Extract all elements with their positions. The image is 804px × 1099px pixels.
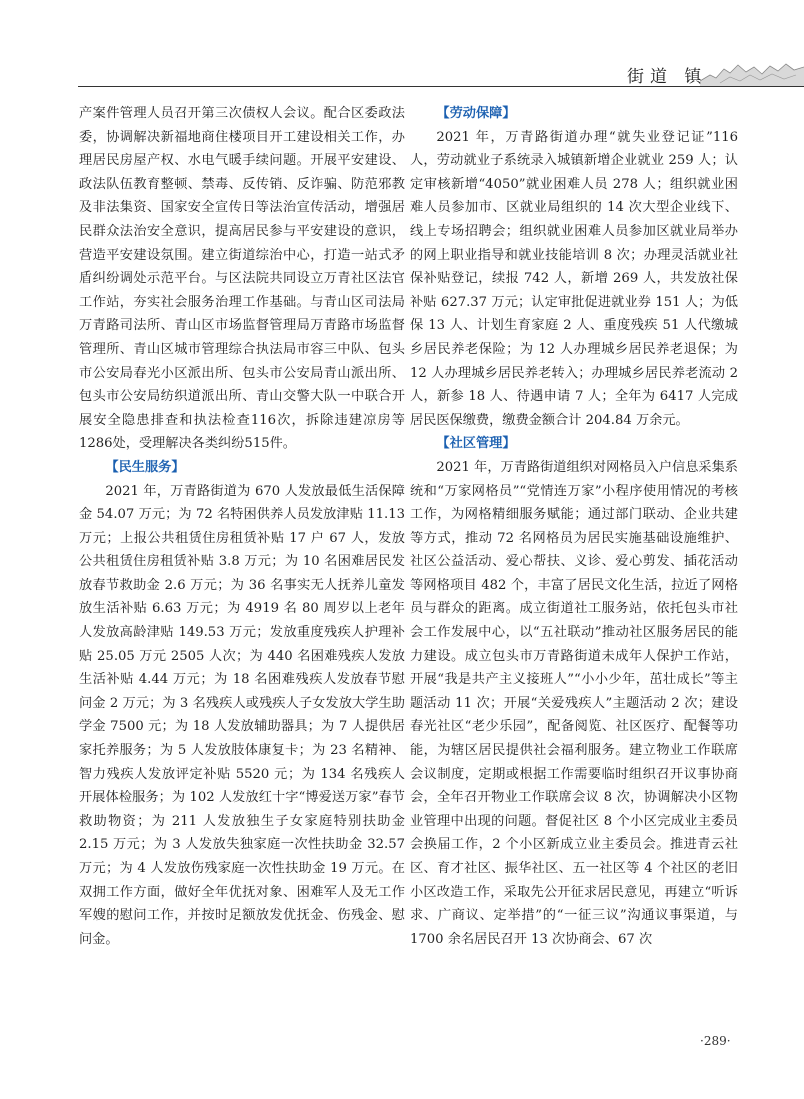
- section-heading-labor: 【劳动保障】: [436, 106, 516, 121]
- section-heading-community: 【社区管理】: [436, 436, 516, 452]
- right-column: [410, 102, 738, 951]
- community-paragraph: 2021 年，万青路街道组织对网格员入户信息采集系统和“万家网格员”“党情连万家”小程序使用情况的考核工作，为网格精细服务赋能；通过部门联动、企业共建等方式，推动 72 名网格员为居民实施基础设施维护、社区公益活动、爱心帮扶、义诊、爱心剪发、插花活动等网格项目 482 个，丰富了居民文化生活，拉近了网格员与群众的距离。成立街道社工服务站，依托包头市社会工作发展中心，以“五社联动”推动社区服务居民的能力建设。成立包头市万青路街道未成年人保护工作站，开展“我是共产主义接班人”“小小少年，茁壮成长”等主题活动 11 次；开展“关爱残疾人”主题活动 2 次；建设春光社区“老少乐园”，配备阅览、社区医疗、配餐等功能，为辖区居民提供社会福利服务。建立物业工作联席会议制度，定期或根据工作需要临时组织召开议事协商会，全年召开物业工作联席会议 8 次，协调解决小区物业管理中出现的问题。督促社区 8 个小区完成业主委员会换届工作，2 个小区新成立业主委员会。推进青云社区、育才社区、振华社区、五一社区等 4 个社区的老旧小区改造工作，采取先公开征求居民意见，再建立“听诉求、广商议、定举措”的“一征三议”沟通议事渠道，与 1700 余名居民召开 13 次协商会、67 次: [410, 459, 738, 947]
- page-section-title: 街道 镇: [627, 67, 708, 87]
- header-rule: [78, 86, 804, 87]
- livelihood-paragraph: 2021 年，万青路街道为 670 人发放最低生活保障金 54.07 万元；为 72 名特困供养人员发放津贴 11.13 万元；上报公共租赁住房租赁补贴 17 户 67 人，发放公共租赁住房租赁补贴 3.8 万元；为 10 名困难居民发放春节救助金 2.6 万元；为 36 名事实无人抚养儿童发放生活补贴 6.63 万元；为 4919 名 80 周岁以上老年人发放高龄津贴 149.53 万元；发放重度残疾人护理补贴 25.05 万元 2505 人次；为 440 名困难残疾人发放生活补贴 4.44 万元；为 18 名困难残疾人发放春节慰问金 2 万元；为 3 名残疾人或残疾人子女发放大学生助学金 7500 元；为 18 人发放辅助器具；为 7 人提供居家托养服务；为 5 人发放肢体康复卡；为 23 名精神、智力残疾人发放评定补贴 5520 元；为 134 名残疾人开展体检服务；为 102 人发放红十字“博爱送万家”春节救助物资；为 211 人发放独生子女家庭特别扶助金 2.15 万元；为 3 人发放失独家庭一次性扶助金 32.57 万元；为 4 人发放伤残家庭一次性扶助金 19 万元。在双拥工作方面，做好全年优抚对象、困难军人及无工作军嫂的慰问工作，并按时足额放发优抚金、伤残金、慰问金。: [79, 483, 405, 947]
- page-header: [0, 0, 804, 95]
- mountain-decoration-icon: [700, 55, 804, 87]
- intro-paragraph: 产案件管理人员召开第三次债权人会议。配合区委政法委，协调解决新福地商住楼项目开工建设相关工作，办理居民房屋产权、水电气暖手续问题。开展平安建设、政法队伍教育整顿、禁毒、反传销、反诈骗、防范邪教及非法集资、国家安全宣传日等法治宣传活动，增强居民群众法治安全意识，提高居民参与平安建设的意识，营造平安建设氛围。建立街道综治中心，打造一站式矛盾纠纷调处示范平台。与区法院共同设立万青社区法官工作站，夯实社会服务治理工作基础。与青山区司法局万青路司法所、青山区市场监督管理局万青路市场监督管理所、青山区城市管理综合执法局市容三中队、包头市公安局春光小区派出所、包头市公安局青山派出所、包头市公安局纺织道派出所、青山交警大队一中联合开展安全隐患排查和执法检查116次，拆除违建凉房等1286处，受理解决各类纠纷515件。: [79, 106, 405, 452]
- page-number: ·289·: [700, 1034, 731, 1048]
- labor-paragraph: 2021 年，万青路街道办理“就失业登记证”116 人，劳动就业子系统录入城镇新增企业就业 259 人；认定审核新增“4050”就业困难人员 278 人；组织就业困难人员参加市、区就业局组织的 14 次大型企业线下、线上专场招聘会；组织就业困难人员参加区就业局举办的网上职业指导和就业技能培训 8 次；办理灵活就业社保补贴登记，续报 742 人，新增 269 人，共发放社保补贴 627.37 万元；认定审批促进就业券 151 人；为低保 13 人、计划生育家庭 2 人、重度残疾 51 人代缴城乡居民养老保险；为 12 人办理城乡居民养老退保；为 12 人办理城乡居民养老转入；办理城乡居民养老流动 2 人，新参 18 人、待遇申请 7 人；全年为 6417 人完成居民医保缴费，缴费金额合计 204.84 万余元。: [410, 129, 738, 428]
- left-column: [79, 102, 405, 951]
- section-heading-livelihood: 【民生服务】: [105, 459, 185, 475]
